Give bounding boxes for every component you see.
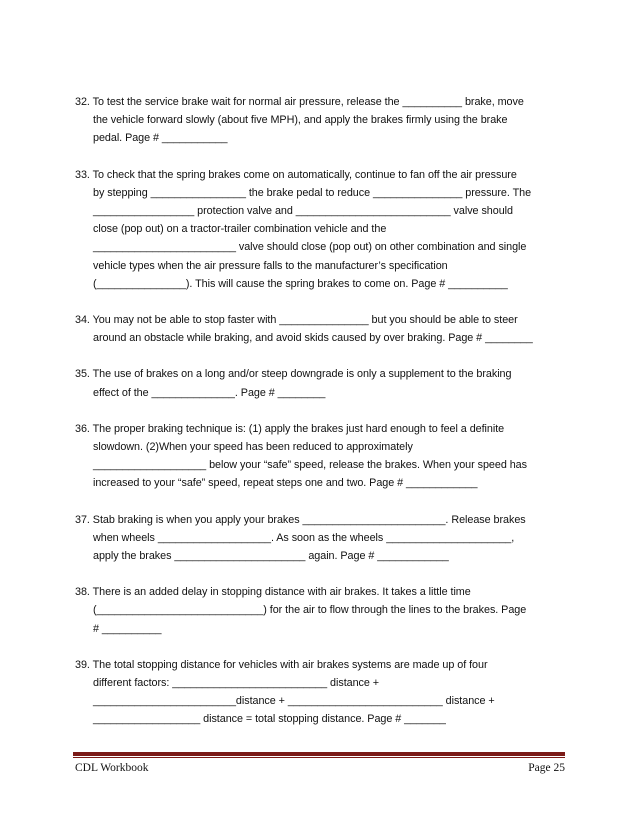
question-line: 32. To test the service brake wait for normal air pressure, release the __________ brake, move bbox=[75, 96, 524, 108]
question-line: pedal. Page # ___________ bbox=[93, 132, 228, 145]
question-line: different factors: __________________________ distance + bbox=[93, 677, 380, 690]
footer-title: CDL Workbook bbox=[75, 762, 149, 774]
question-line: 33. To check that the spring brakes come on automatically, continue to fan off the air pressure bbox=[75, 168, 517, 181]
question-35 bbox=[75, 365, 567, 401]
question-line: effect of the ______________. Page # ________ bbox=[93, 386, 326, 399]
question-line: 36. The proper braking technique is: (1) apply the brakes just hard enough to feel a definite bbox=[75, 422, 505, 435]
question-line: ________________________ valve should close (pop out) on other combination and single bbox=[93, 241, 527, 254]
footer-divider-thin bbox=[73, 757, 565, 758]
question-39 bbox=[75, 656, 567, 729]
question-line: __________________ distance = total stopping distance. Page # _______ bbox=[93, 713, 446, 726]
question-line: vehicle types when the air pressure falls to the manufacturer’s specification bbox=[93, 259, 448, 272]
question-line: by stepping ________________ the brake pedal to reduce _______________ pressure. The bbox=[93, 186, 532, 199]
question-line: increased to your “safe” speed, repeat steps one and two. Page # ____________ bbox=[93, 477, 478, 490]
question-37 bbox=[75, 511, 567, 566]
question-line: slowdown. (2)When your speed has been reduced to approximately bbox=[93, 441, 413, 454]
question-38 bbox=[75, 583, 567, 638]
question-line: _________________ protection valve and __________________________ valve should bbox=[93, 205, 513, 218]
question-36 bbox=[75, 420, 567, 493]
question-line: apply the brakes ______________________ again. Page # ____________ bbox=[93, 550, 449, 563]
footer-divider-thick bbox=[73, 752, 565, 756]
question-line: ________________________distance + __________________________ distance + bbox=[93, 695, 495, 708]
question-line: around an obstacle while braking, and avoid skids caused by over braking. Page # ________ bbox=[93, 332, 533, 345]
question-line: the vehicle forward slowly (about five MPH), and apply the brakes firmly using the brake bbox=[93, 114, 508, 127]
question-32 bbox=[75, 93, 567, 148]
page-number: Page 25 bbox=[528, 762, 565, 774]
question-line: ___________________ below your “safe” speed, release the brakes. When your speed has bbox=[93, 459, 527, 472]
question-line: (_______________). This will cause the spring brakes to come on. Page # __________ bbox=[93, 277, 508, 290]
worksheet-body bbox=[75, 93, 567, 747]
question-34 bbox=[75, 311, 567, 347]
question-line: 38. There is an added delay in stopping distance with air brakes. It takes a little time bbox=[75, 586, 471, 599]
question-line: 37. Stab braking is when you apply your brakes ________________________. Release brakes bbox=[75, 513, 526, 526]
question-line: 39. The total stopping distance for vehicles with air brakes systems are made up of four bbox=[75, 658, 488, 671]
question-line: # __________ bbox=[93, 622, 162, 635]
question-33 bbox=[75, 166, 567, 293]
question-line: 35. The use of brakes on a long and/or steep downgrade is only a supplement to the braking bbox=[75, 368, 512, 381]
question-line: when wheels ___________________. As soon as the wheels _____________________, bbox=[93, 531, 515, 544]
question-line: close (pop out) on a tractor-trailer combination vehicle and the bbox=[93, 223, 387, 236]
question-line: (____________________________) for the air to flow through the lines to the brakes. Page bbox=[93, 604, 527, 617]
question-line: 34. You may not be able to stop faster with _______________ but you should be able to steer bbox=[75, 314, 518, 327]
